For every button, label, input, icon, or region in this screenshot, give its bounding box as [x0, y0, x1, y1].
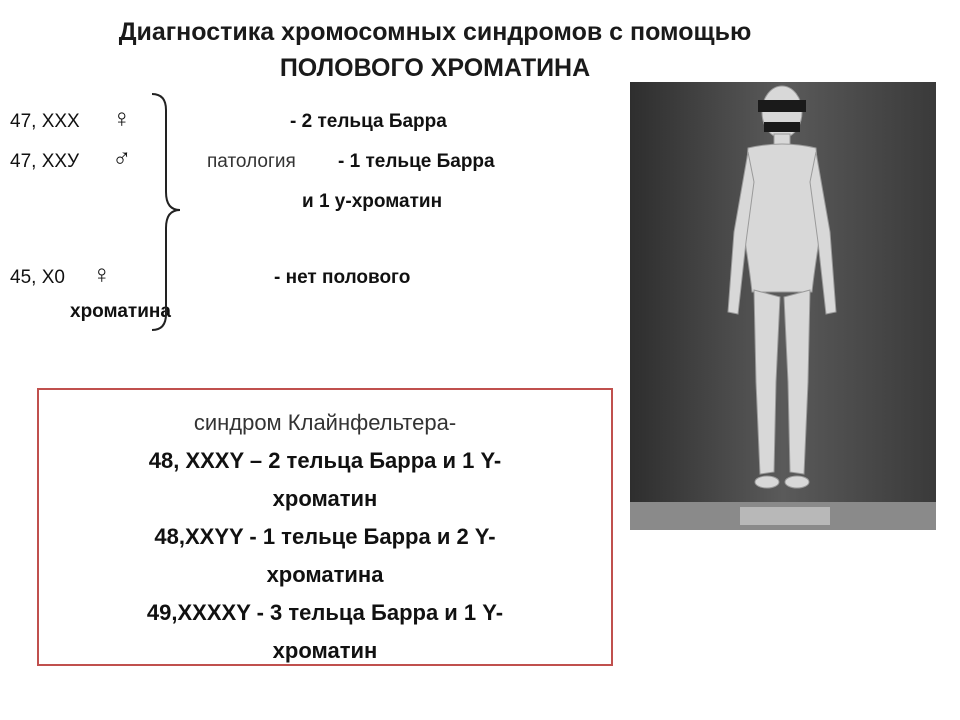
box-formula-3-cont: хроматин	[272, 638, 378, 663]
row2-karyotype: 47, ХХУ	[10, 151, 80, 172]
title-line-2: ПОЛОВОГО ХРОМАТИНА	[279, 54, 591, 82]
standing-figure-image	[630, 82, 936, 530]
title-line-1: Диагностика хромосомных синдромов с помощью	[118, 18, 752, 46]
row2-pathology-label: патология	[207, 151, 296, 172]
row2-result: - 1 тельце Барра	[338, 151, 495, 172]
curly-brace-icon	[146, 92, 186, 332]
male-symbol-icon: ♂	[112, 143, 132, 173]
female-symbol-icon: ♀	[92, 259, 112, 289]
box-formula-1-cont: хроматин	[272, 486, 378, 511]
box-formula-2-cont: хроматина	[266, 562, 384, 587]
row3-karyotype: 45, Х0	[10, 267, 65, 288]
patient-photograph	[630, 82, 936, 530]
row1-result: - 2 тельца Барра	[290, 111, 447, 132]
row3-result: - нет полового	[274, 267, 411, 288]
box-heading: синдром Клайнфельтера-	[193, 410, 457, 435]
klinefelter-syndrome-box	[37, 388, 613, 666]
row2-result-continued: и 1 у-хроматин	[302, 191, 443, 212]
row3-result-continued: хроматина	[70, 301, 171, 322]
box-formula-1: 48, XXXY – 2 тельца Барра и 1 Y-	[148, 448, 502, 473]
row1-karyotype: 47, ХХХ	[10, 111, 80, 132]
female-symbol-icon: ♀	[112, 103, 132, 133]
box-formula-3: 49,XXXXY - 3 тельца Барра и 1 Y-	[146, 600, 504, 625]
box-formula-2: 48,XXYY - 1 тельце Барра и 2 Y-	[154, 524, 496, 549]
page-title	[30, 14, 840, 86]
